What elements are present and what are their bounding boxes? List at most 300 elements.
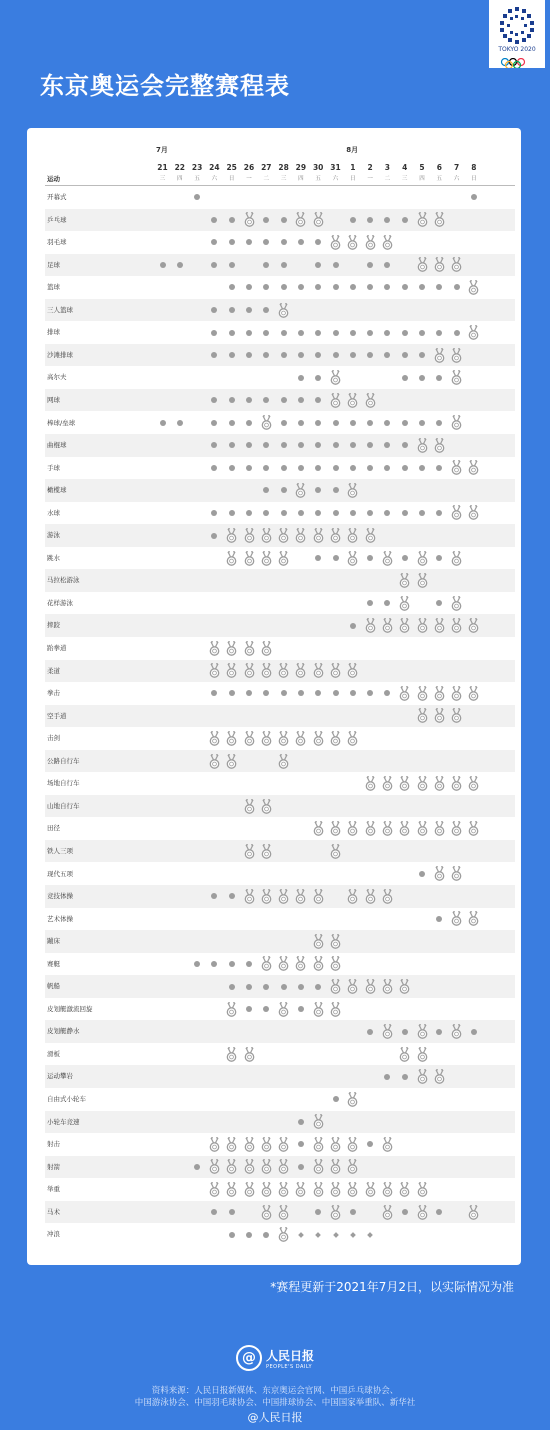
- sport-row: [45, 321, 515, 344]
- sport-name: 篮球: [47, 283, 60, 292]
- medal-event: [396, 975, 413, 998]
- dot-icon: [350, 330, 356, 336]
- dot-icon: [315, 262, 321, 268]
- dot-icon: [281, 330, 287, 336]
- competition-dot: [275, 321, 292, 344]
- weekday-label: 二: [263, 176, 270, 182]
- competition-dot: [379, 434, 396, 457]
- sport-row: [45, 479, 515, 502]
- competition-dot: [362, 1020, 379, 1043]
- dot-icon: [211, 465, 217, 471]
- medal-event: [275, 1156, 292, 1179]
- sport-name: 游泳: [47, 531, 60, 540]
- medal-event: [206, 750, 223, 773]
- medal-icon: [209, 663, 220, 678]
- competition-dot: [362, 276, 379, 299]
- competition-dot: [292, 1133, 309, 1156]
- dot-icon: [194, 194, 200, 200]
- medal-event: [414, 614, 431, 637]
- medal-event: [206, 727, 223, 750]
- medal-event: [258, 412, 275, 435]
- sport-row: [45, 457, 515, 480]
- medal-icon: [330, 235, 341, 250]
- medal-icon: [399, 596, 410, 611]
- medal-event: [465, 502, 482, 525]
- medal-icon: [330, 1205, 341, 1220]
- medal-icon: [417, 821, 428, 836]
- sport-name: 网球: [47, 395, 60, 404]
- competition-dot: [310, 389, 327, 412]
- medal-event: [431, 434, 448, 457]
- medal-event: [362, 1178, 379, 1201]
- dot-icon: [315, 487, 321, 493]
- competition-dot: [206, 434, 223, 457]
- medal-event: [465, 1201, 482, 1224]
- competition-dot: [362, 209, 379, 232]
- competition-dot: [206, 412, 223, 435]
- medal-event: [327, 930, 344, 953]
- medal-event: [379, 547, 396, 570]
- competition-dot: [310, 412, 327, 435]
- medal-event: [310, 209, 327, 232]
- medal-event: [241, 524, 258, 547]
- medal-event: [292, 660, 309, 683]
- medal-event: [396, 1043, 413, 1066]
- dot-icon: [333, 262, 339, 268]
- sport-name: 射击: [47, 1140, 60, 1149]
- medal-event: [327, 366, 344, 389]
- sport-row: [45, 434, 515, 457]
- medal-event: [258, 524, 275, 547]
- dot-icon: [333, 487, 339, 493]
- medal-event: [344, 727, 361, 750]
- dot-icon: [263, 262, 269, 268]
- dot-icon: [246, 239, 252, 245]
- dot-icon: [315, 465, 321, 471]
- diamond-mark: [292, 1223, 309, 1246]
- competition-dot: [344, 209, 361, 232]
- dot-icon: [350, 623, 356, 629]
- dot-icon: [298, 1006, 304, 1012]
- competition-dot: [275, 682, 292, 705]
- dot-icon: [333, 1096, 339, 1102]
- competition-dot: [241, 276, 258, 299]
- dot-icon: [367, 442, 373, 448]
- schedule-table: [27, 128, 521, 1265]
- medal-icon: [278, 1227, 289, 1242]
- competition-dot: [241, 389, 258, 412]
- medal-event: [344, 1088, 361, 1111]
- medal-event: [275, 998, 292, 1021]
- medal-event: [448, 457, 465, 480]
- medal-icon: [278, 1182, 289, 1197]
- competition-dot: [379, 209, 396, 232]
- competition-dot: [431, 276, 448, 299]
- medal-icon: [209, 1182, 220, 1197]
- competition-dot: [275, 479, 292, 502]
- medal-icon: [382, 1137, 393, 1152]
- weekday-label: 日: [228, 176, 235, 182]
- medal-event: [223, 998, 240, 1021]
- competition-dot: [292, 457, 309, 480]
- medal-icon: [226, 1047, 237, 1062]
- dot-icon: [246, 442, 252, 448]
- competition-dot: [379, 502, 396, 525]
- sport-name: 场地自行车: [47, 779, 80, 788]
- medal-event: [327, 975, 344, 998]
- medal-event: [292, 727, 309, 750]
- medal-event: [465, 457, 482, 480]
- medal-icon: [382, 776, 393, 791]
- medal-icon: [295, 1182, 306, 1197]
- medal-icon: [261, 889, 272, 904]
- medal-icon: [365, 776, 376, 791]
- sport-row: [45, 750, 515, 773]
- medal-icon: [451, 911, 462, 926]
- dot-icon: [436, 284, 442, 290]
- medal-icon: [278, 1159, 289, 1174]
- medal-event: [379, 1178, 396, 1201]
- medal-icon: [226, 754, 237, 769]
- medal-event: [448, 547, 465, 570]
- dot-icon: [350, 465, 356, 471]
- competition-dot: [223, 209, 240, 232]
- medal-icon: [399, 1047, 410, 1062]
- medal-event: [275, 1223, 292, 1246]
- sport-row: [45, 1043, 515, 1066]
- day-number: 23: [191, 163, 203, 172]
- medal-icon: [434, 708, 445, 723]
- medal-event: [275, 524, 292, 547]
- medal-icon: [417, 1047, 428, 1062]
- medal-icon: [434, 257, 445, 272]
- diamond-icon: [367, 1232, 373, 1238]
- dot-icon: [333, 284, 339, 290]
- medal-icon: [365, 235, 376, 250]
- weekday-label: 三: [159, 176, 166, 182]
- sport-row: [45, 998, 515, 1021]
- sport-name: 小轮车竞速: [47, 1117, 80, 1126]
- medal-event: [223, 660, 240, 683]
- weekday-label: 一: [367, 176, 373, 182]
- medal-icon: [244, 799, 255, 814]
- medal-event: [414, 569, 431, 592]
- sport-row: [45, 412, 515, 435]
- dot-icon: [315, 352, 321, 358]
- medal-icon: [451, 776, 462, 791]
- medal-icon: [244, 663, 255, 678]
- medal-icon: [365, 889, 376, 904]
- medal-event: [379, 614, 396, 637]
- sport-row: [45, 817, 515, 840]
- medal-event: [379, 772, 396, 795]
- competition-dot: [292, 389, 309, 412]
- medal-event: [379, 231, 396, 254]
- competition-dot: [223, 231, 240, 254]
- competition-dot: [379, 592, 396, 615]
- sport-row: [45, 592, 515, 615]
- competition-dot: [379, 412, 396, 435]
- medal-icon: [209, 754, 220, 769]
- competition-dot: [275, 344, 292, 367]
- competition-dot: [241, 412, 258, 435]
- dot-icon: [315, 984, 321, 990]
- medal-icon: [434, 1069, 445, 1084]
- medal-event: [414, 705, 431, 728]
- medal-event: [275, 885, 292, 908]
- dot-icon: [350, 510, 356, 516]
- competition-dot: [292, 231, 309, 254]
- medal-icon: [399, 821, 410, 836]
- dot-icon: [246, 307, 252, 313]
- medal-icon: [209, 1137, 220, 1152]
- medal-event: [379, 975, 396, 998]
- at-logo-icon: @: [236, 1345, 262, 1371]
- medal-icon: [278, 663, 289, 678]
- dot-icon: [333, 690, 339, 696]
- competition-dot: [379, 254, 396, 277]
- competition-dot: [396, 344, 413, 367]
- medal-icon: [295, 956, 306, 971]
- medal-icon: [313, 821, 324, 836]
- competition-dot: [258, 321, 275, 344]
- competition-dot: [241, 953, 258, 976]
- competition-dot: [275, 231, 292, 254]
- medal-event: [414, 682, 431, 705]
- dot-icon: [419, 330, 425, 336]
- competition-dot: [258, 502, 275, 525]
- medal-event: [448, 682, 465, 705]
- competition-dot: [327, 682, 344, 705]
- diamond-mark: [327, 1223, 344, 1246]
- dot-icon: [315, 375, 321, 381]
- medal-icon: [347, 483, 358, 498]
- medal-event: [414, 434, 431, 457]
- weekday-label: 三: [401, 176, 408, 182]
- competition-dot: [206, 457, 223, 480]
- dot-icon: [367, 600, 373, 606]
- dot-icon: [419, 871, 425, 877]
- competition-dot: [362, 682, 379, 705]
- dot-icon: [298, 330, 304, 336]
- medal-event: [465, 772, 482, 795]
- medal-event: [362, 975, 379, 998]
- sport-name: 击剑: [47, 734, 60, 743]
- weekday-label: 四: [419, 176, 425, 182]
- sport-row: [45, 209, 515, 232]
- competition-dot: [362, 592, 379, 615]
- medal-icon: [382, 618, 393, 633]
- dot-icon: [315, 397, 321, 403]
- competition-dot: [258, 975, 275, 998]
- competition-dot: [327, 479, 344, 502]
- dot-icon: [246, 690, 252, 696]
- medal-event: [310, 660, 327, 683]
- competition-dot: [344, 614, 361, 637]
- medal-icon: [451, 370, 462, 385]
- medal-event: [465, 908, 482, 931]
- medal-icon: [417, 1182, 428, 1197]
- competition-dot: [310, 975, 327, 998]
- dot-icon: [419, 420, 425, 426]
- competition-dot: [310, 254, 327, 277]
- day-number: 21: [157, 163, 168, 172]
- medal-icon: [399, 1182, 410, 1197]
- competition-dot: [206, 254, 223, 277]
- competition-dot: [275, 457, 292, 480]
- dot-icon: [211, 893, 217, 899]
- dot-icon: [315, 555, 321, 561]
- page-title: 东京奥运会完整赛程表: [40, 72, 290, 100]
- medal-event: [448, 344, 465, 367]
- sport-row: [45, 614, 515, 637]
- dot-icon: [298, 375, 304, 381]
- competition-dot: [171, 412, 188, 435]
- medal-icon: [313, 934, 324, 949]
- medal-event: [414, 1020, 431, 1043]
- dot-icon: [281, 690, 287, 696]
- competition-dot: [431, 1020, 448, 1043]
- medal-event: [396, 614, 413, 637]
- medal-event: [206, 637, 223, 660]
- medal-icon: [330, 844, 341, 859]
- competition-dot: [396, 366, 413, 389]
- dot-icon: [281, 262, 287, 268]
- medal-icon: [226, 731, 237, 746]
- medal-event: [241, 1043, 258, 1066]
- competition-dot: [431, 412, 448, 435]
- competition-dot: [189, 953, 206, 976]
- dot-icon: [367, 284, 373, 290]
- medal-icon: [330, 934, 341, 949]
- medal-icon: [330, 1182, 341, 1197]
- medal-event: [327, 1133, 344, 1156]
- medal-icon: [295, 212, 306, 227]
- competition-dot: [206, 885, 223, 908]
- competition-dot: [258, 209, 275, 232]
- dot-icon: [436, 330, 442, 336]
- competition-dot: [223, 389, 240, 412]
- dot-icon: [229, 352, 235, 358]
- medal-icon: [244, 1182, 255, 1197]
- competition-dot: [275, 412, 292, 435]
- medal-icon: [347, 889, 358, 904]
- dot-icon: [177, 262, 183, 268]
- competition-dot: [310, 434, 327, 457]
- medal-event: [241, 1178, 258, 1201]
- dot-icon: [194, 1164, 200, 1170]
- dot-icon: [436, 916, 442, 922]
- sport-name: 足球: [47, 260, 60, 269]
- medal-event: [414, 817, 431, 840]
- medal-event: [448, 502, 465, 525]
- dot-icon: [315, 690, 321, 696]
- dot-icon: [263, 487, 269, 493]
- dot-icon: [350, 284, 356, 290]
- dot-icon: [436, 420, 442, 426]
- dot-icon: [246, 984, 252, 990]
- sport-name: 现代五项: [47, 869, 73, 878]
- dot-icon: [419, 352, 425, 358]
- competition-dot: [206, 682, 223, 705]
- medal-event: [292, 524, 309, 547]
- dot-icon: [229, 984, 235, 990]
- dot-icon: [384, 442, 390, 448]
- dot-icon: [384, 352, 390, 358]
- medal-icon: [347, 731, 358, 746]
- sport-name: 羽毛球: [47, 238, 67, 247]
- day-number: 2: [367, 163, 373, 172]
- competition-dot: [292, 321, 309, 344]
- medal-icon: [278, 1205, 289, 1220]
- medal-icon: [244, 1159, 255, 1174]
- dot-icon: [263, 397, 269, 403]
- medal-icon: [278, 1002, 289, 1017]
- competition-dot: [206, 953, 223, 976]
- medal-event: [275, 660, 292, 683]
- medal-icon: [451, 686, 462, 701]
- medal-event: [379, 885, 396, 908]
- medal-icon: [261, 663, 272, 678]
- dot-icon: [281, 420, 287, 426]
- sport-row: [45, 1020, 515, 1043]
- medal-event: [241, 660, 258, 683]
- medal-icon: [261, 641, 272, 656]
- medal-icon: [468, 325, 479, 340]
- medal-icon: [451, 257, 462, 272]
- dot-icon: [281, 442, 287, 448]
- competition-dot: [310, 231, 327, 254]
- medal-icon: [451, 618, 462, 633]
- dot-icon: [211, 961, 217, 967]
- sport-name: 摔跤: [47, 621, 60, 630]
- day-number: 22: [174, 163, 186, 172]
- dot-icon: [315, 420, 321, 426]
- dot-icon: [229, 330, 235, 336]
- medal-event: [379, 1020, 396, 1043]
- dot-icon: [263, 510, 269, 516]
- medal-event: [206, 660, 223, 683]
- sport-name: 皮划艇激流回旋: [47, 1004, 93, 1013]
- medal-event: [241, 547, 258, 570]
- medal-icon: [365, 393, 376, 408]
- dot-icon: [298, 1141, 304, 1147]
- competition-dot: [292, 434, 309, 457]
- medal-icon: [347, 393, 358, 408]
- medal-event: [448, 817, 465, 840]
- competition-dot: [258, 389, 275, 412]
- sport-row: [45, 344, 515, 367]
- competition-dot: [379, 344, 396, 367]
- brand-name: 人民日报: [266, 1348, 315, 1363]
- people-daily-brand: [236, 1345, 314, 1371]
- competition-dot: [327, 434, 344, 457]
- medal-event: [223, 547, 240, 570]
- medal-icon: [226, 528, 237, 543]
- medal-event: [327, 524, 344, 547]
- weekday-label: 三: [280, 176, 287, 182]
- medal-icon: [261, 1137, 272, 1152]
- dot-icon: [402, 1209, 408, 1215]
- medal-icon: [226, 1002, 237, 1017]
- medal-event: [258, 1133, 275, 1156]
- dot-icon: [367, 330, 373, 336]
- competition-dot: [310, 366, 327, 389]
- medal-event: [344, 1178, 361, 1201]
- medal-event: [362, 614, 379, 637]
- dot-icon: [246, 510, 252, 516]
- dot-icon: [177, 420, 183, 426]
